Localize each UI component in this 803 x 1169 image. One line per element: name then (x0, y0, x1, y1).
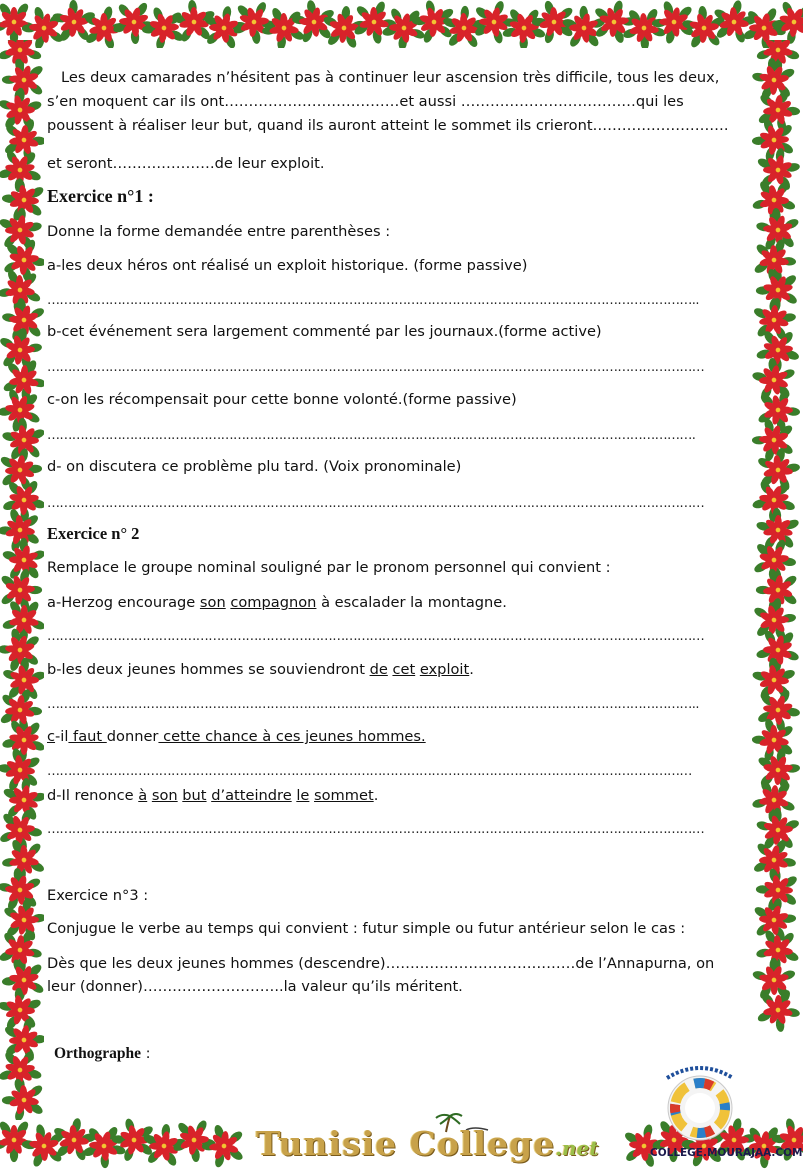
tunisie-college-logo (256, 1124, 599, 1163)
answer-line-1b[interactable]: …………………………………………………………………………………………………………………………………………… (47, 360, 705, 375)
exercise-3-sentence-line1: Dès que les deux jeunes hommes (descendre)…………………………………de l’Annapurna, on (47, 955, 715, 972)
exercise-3-sentence-line2: leur (donner)………………………..la valeur qu’ils méritent. (47, 978, 463, 995)
exercise-1-item-d: d- on discutera ce problème plu tard. (Voix pronominale) (47, 458, 462, 475)
underlined-word: cet (392, 661, 416, 678)
answer-line-2d[interactable]: …………………………………………………………………………………………………………………………………………… (47, 822, 705, 837)
text-segment: d-Il renonce (47, 787, 139, 804)
underlined-word: compagnon (230, 594, 317, 611)
text-segment: . (469, 661, 474, 678)
intro-text: Les deux camarades n’hésitent pas à continuer leur ascension très difficile, tous les deux, s’en moquent car ils ont………………………………et aussi ………………………………qui les poussent à réaliser leur but, quand ils auront atteint le sommet ils crieront………………………. (47, 69, 729, 134)
underlined-word: le (296, 787, 310, 804)
poinsettia-flower-icon (752, 117, 795, 164)
poinsettia-flower-icon (621, 7, 668, 48)
underlined-word: à (138, 787, 148, 804)
underlined-word: de (369, 661, 388, 678)
poinsettia-flower-icon (140, 4, 186, 48)
answer-line-2b[interactable]: ………………………………………………………………………………………………………………………………………….. (47, 697, 699, 712)
text-segment: -il (55, 728, 69, 745)
underlined-word: c (47, 728, 56, 745)
poinsettia-flower-icon (0, 2, 36, 44)
text-segment: b-les deux jeunes hommes se souviendront (47, 661, 370, 678)
text-segment: donner (106, 728, 159, 745)
exercise-2-item-d (47, 784, 378, 808)
mourajaa-url-text: COLLEGE.MOURAJAA.COM (650, 1147, 803, 1159)
poinsettia-flower-icon (756, 40, 801, 72)
text-segment: : (140, 1045, 151, 1062)
answer-line-1a[interactable]: ………………………………………………………………………………………………………………………………………….. (47, 293, 699, 308)
underlined-word: cette chance à ces jeunes hommes. (158, 728, 426, 745)
exercise-1-item-a: a-les deux héros ont réalisé un exploit historique. (forme passive) (47, 257, 528, 274)
orthographe-title: Orthographe (54, 1045, 141, 1062)
answer-line-2c[interactable]: ………………………………………………………………………………………………………………………………………… (47, 764, 692, 779)
floral-border-left (0, 40, 44, 1120)
underlined-word: d’atteindre (211, 787, 292, 804)
exercise-2-item-c (47, 725, 426, 749)
text-segment: . (373, 787, 379, 804)
underlined-word: son (199, 594, 226, 611)
intro-paragraph (47, 66, 737, 138)
orthographe-heading (54, 1042, 151, 1066)
text-segment: à escalader la montagne. (316, 594, 507, 611)
floral-border-right (752, 40, 803, 1120)
answer-line-1d[interactable]: …………………………………………………………………………………………………………………………………………… (47, 496, 705, 511)
exercise-3-title: Exercice n°3 : (47, 887, 149, 904)
exercise-1-title: Exercice n°1 : (47, 186, 154, 206)
exercise-1-item-b: b-cet événement sera largement commenté par les journaux.(forme active) (47, 323, 602, 340)
underlined-word: faut (68, 728, 107, 745)
answer-line-1c[interactable]: …………………………………………………………………………………………………………………………………………. (47, 428, 696, 443)
brand-tld: .net (555, 1136, 599, 1160)
underlined-word: exploit (419, 661, 470, 678)
exercise-2-item-b (47, 658, 474, 682)
intro-last-line: et seront…………………de leur exploit. (47, 155, 325, 172)
floral-border-top (0, 0, 803, 48)
exercise-1-instruction: Donne la forme demandée entre parenthèses : (47, 223, 391, 240)
underlined-word: but (182, 787, 207, 804)
exercise-3-instruction: Conjugue le verbe au temps qui convient : futur simple ou futur antérieur selon le cas : (47, 920, 686, 937)
text-segment: a-Herzog encourage (47, 594, 200, 611)
answer-line-2a[interactable]: …………………………………………………………………………………………………………………………………………… (47, 629, 705, 644)
underlined-word: son (151, 787, 178, 804)
underlined-word: sommet (314, 787, 374, 804)
brand-text: Tunisie College (256, 1124, 556, 1163)
exercise-1-item-c: c-on les récompensait pour cette bonne volonté.(forme passive) (47, 391, 517, 408)
exercise-2-title: Exercice n° 2 (47, 524, 140, 543)
college-mourajaa-logo-icon (655, 1060, 745, 1150)
exercise-2-item-a (47, 591, 507, 615)
exercise-2-instruction: Remplace le groupe nominal souligné par le pronom personnel qui convient : (47, 559, 611, 576)
